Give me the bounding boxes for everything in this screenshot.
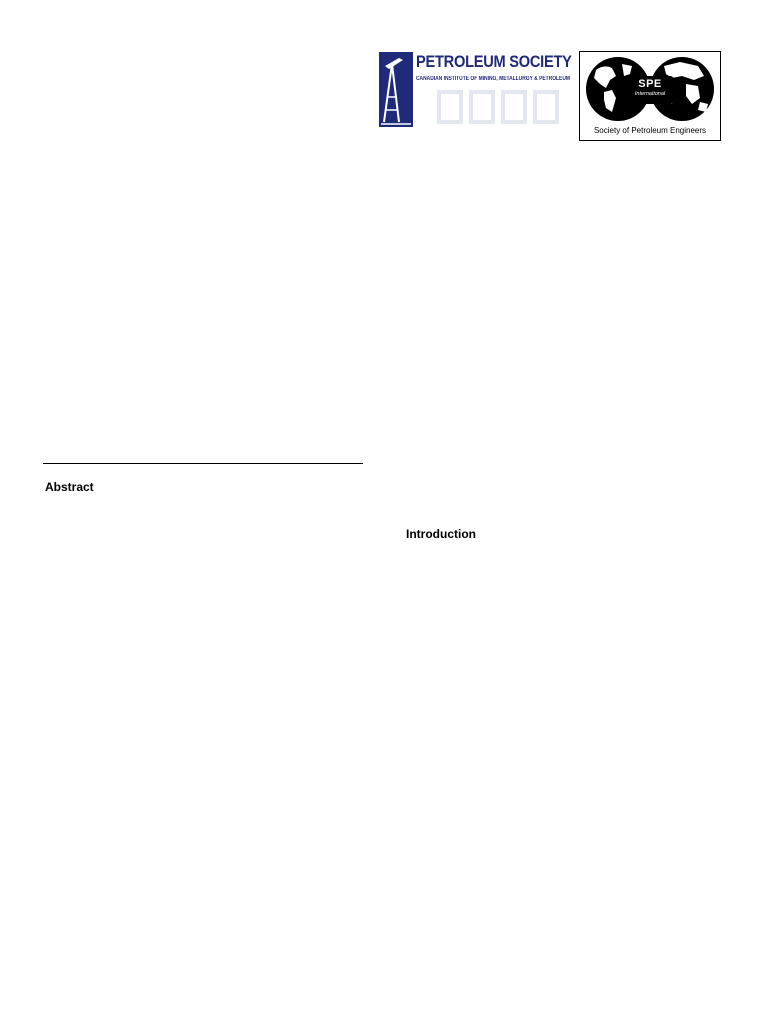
introduction-heading: Introduction [406,527,476,541]
spe-letters: SPE [638,78,662,90]
abstract-heading: Abstract [45,480,94,494]
pumpjack-icon [379,52,413,127]
spe-international: International [634,91,666,97]
spe-logo [579,51,721,141]
petroleum-society-subtitle: CANADIAN INSTITUTE OF MINING, METALLURGY & PETROLEUM [416,76,570,82]
petroleum-society-name: PETROLEUM SOCIETY [416,52,572,71]
petroleum-society-logo [379,52,571,128]
faint-watermark-mark [435,86,565,126]
title-divider [43,463,363,464]
spe-caption: Society of Petroleum Engineers [593,126,707,135]
